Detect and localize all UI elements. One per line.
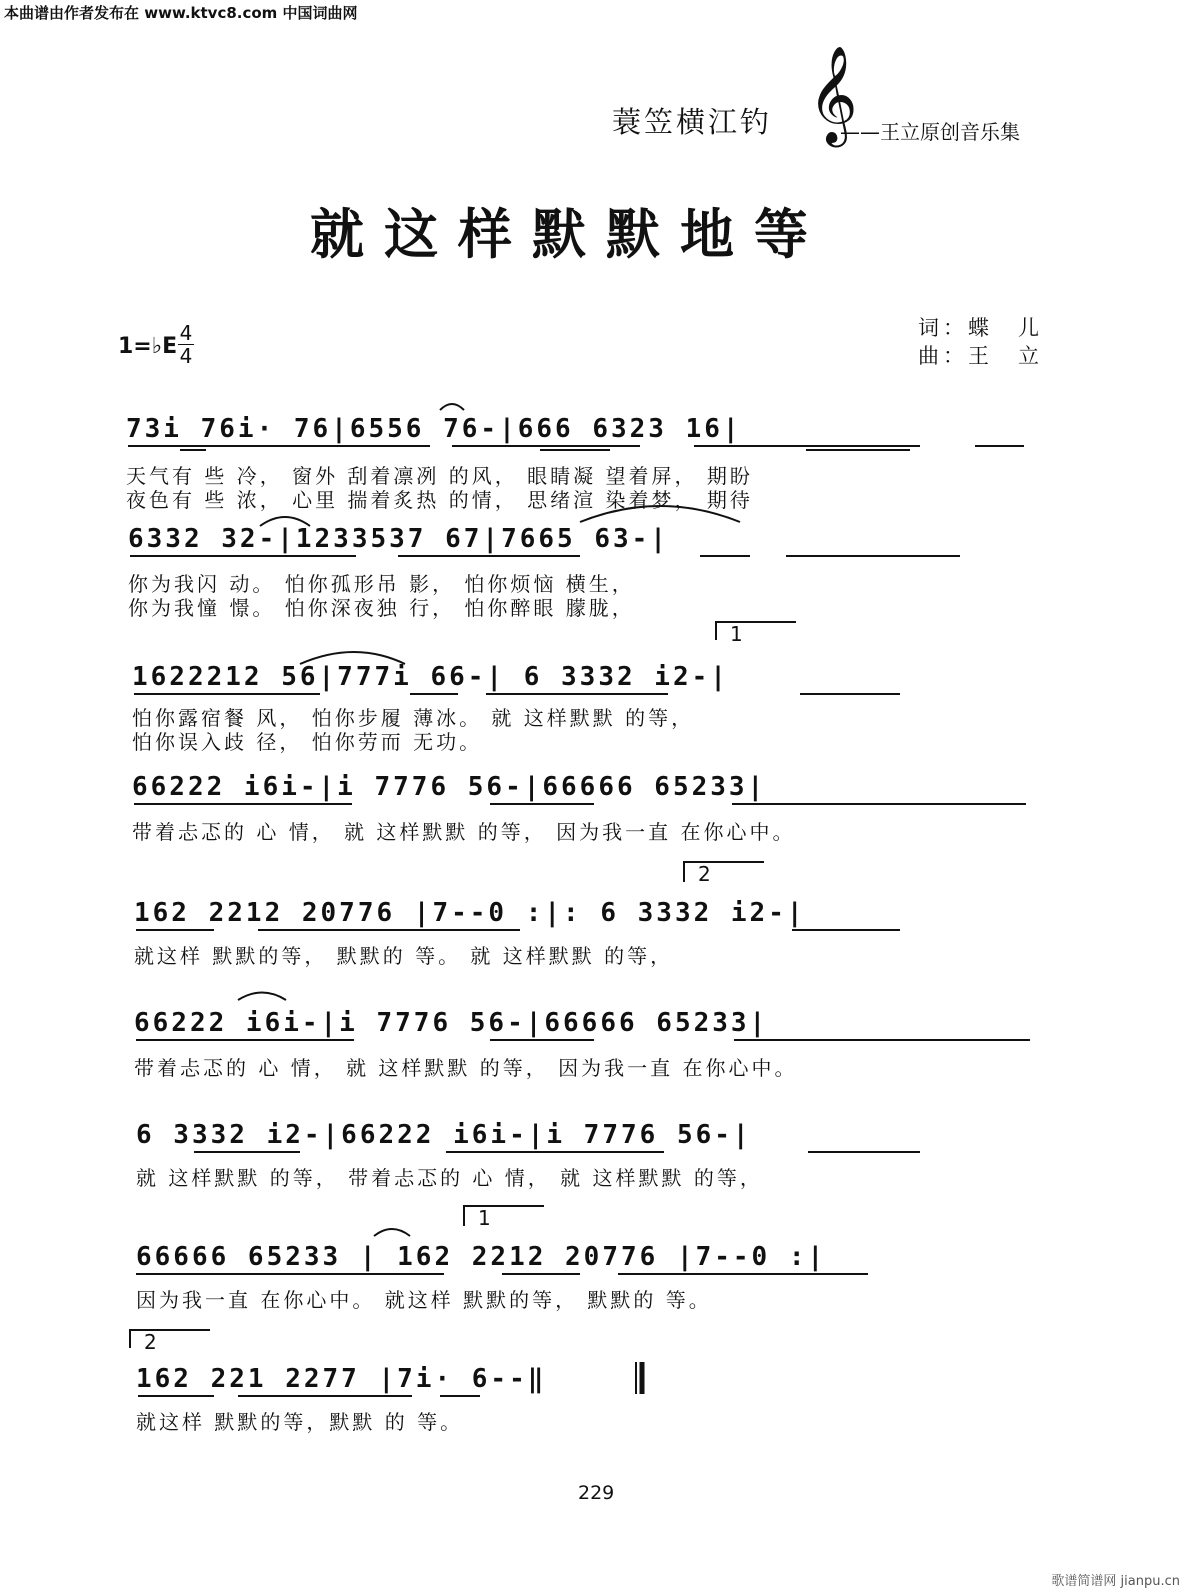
lyricist-credit: 词：蝶 儿 [918,316,1043,340]
song-title: 就这样默默地等 [310,202,828,266]
volta-4-label: 2 [144,1330,157,1354]
lyric-row-9: 就这样 默默的等，默默 的 等。 [136,1410,464,1434]
lyric-row-6: 带着忐忑的 心 情， 就 这样默默 的等， 因为我一直 在你心中。 [134,1056,798,1080]
notation-row-6: 66222 i6i-|i 7776 56-|66666 65233| [134,1008,769,1038]
lyric-row-1-verse-1: 天气有 些 冷， 窗外 刮着凛冽 的风， 眼睛凝 望着屏， 期盼 [126,464,753,488]
collection-subtitle: ——王立原创音乐集 [840,120,1020,144]
composer-credit: 曲：王 立 [918,344,1043,368]
lyric-row-3-verse-1: 怕你露宿餐 风， 怕你步履 薄冰。 就 这样默默 的等， [132,706,695,730]
notation-row-9: 162 221 2277 |7i· 6--‖ [136,1364,547,1394]
notation-row-2: 6332 32-|1233537 67|7665 63-| [128,524,669,554]
notation-row-8: 66666 65233 | 162 2212 20776 |7--0 :| [136,1242,827,1272]
lyric-row-2-verse-1: 你为我闪 动。 怕你孤形吊 影， 怕你烦恼 横生， [128,572,635,596]
lyric-row-7: 就 这样默默 的等， 带着忐忑的 心 情， 就 这样默默 的等， [136,1166,763,1190]
lyric-row-5: 就这样 默默的等， 默默的 等。 就 这样默默 的等， [134,944,674,968]
key-signature: 1=♭E [118,334,178,359]
notation-row-7: 6 3332 i2-|66222 i6i-|i 7776 56-| [136,1120,752,1150]
notation-row-1: 73i 76i· 76|6556 76-|666 6323 16| [126,414,742,444]
lyric-row-8: 因为我一直 在你心中。 就这样 默默的等， 默默的 等。 [136,1288,712,1312]
notation-row-5: 162 2212 20776 |7--0 :|: 6 3332 i2-| [134,898,806,928]
lyric-row-4: 带着忐忑的 心 情， 就 这样默默 的等， 因为我一直 在你心中。 [132,820,796,844]
volta-3-label: 1 [478,1206,491,1230]
volta-2-label: 2 [698,862,711,886]
treble-clef-icon: 𝄞 [808,45,858,143]
site-watermark: 歌谱简谱网 jianpu.cn [1051,1574,1180,1589]
notation-row-4: 66222 i6i-|i 7776 56-|66666 65233| [132,772,767,802]
collection-title: 蓑笠横江钓 [612,105,773,139]
watermark-text: 本曲谱由作者发布在 www.ktvc8.com 中国词曲网 [4,4,358,22]
lyric-row-3-verse-2: 怕你误入歧 径， 怕你劳而 无功。 [132,730,483,754]
lyric-row-2-verse-2: 你为我憧 憬。 怕你深夜独 行， 怕你醉眼 朦胧， [128,596,635,620]
lyric-row-1-verse-2: 夜色有 些 浓， 心里 揣着炙热 的情， 思绪渲 染着梦， 期待 [126,488,753,512]
time-signature-top: 4 [179,321,193,345]
notation-row-3: 1622212 56|777i 66-| 6 3332 i2-| [132,662,729,692]
volta-1-label: 1 [730,622,743,646]
time-signature-bottom: 4 [179,344,193,368]
page-number: 229 [578,1482,615,1504]
